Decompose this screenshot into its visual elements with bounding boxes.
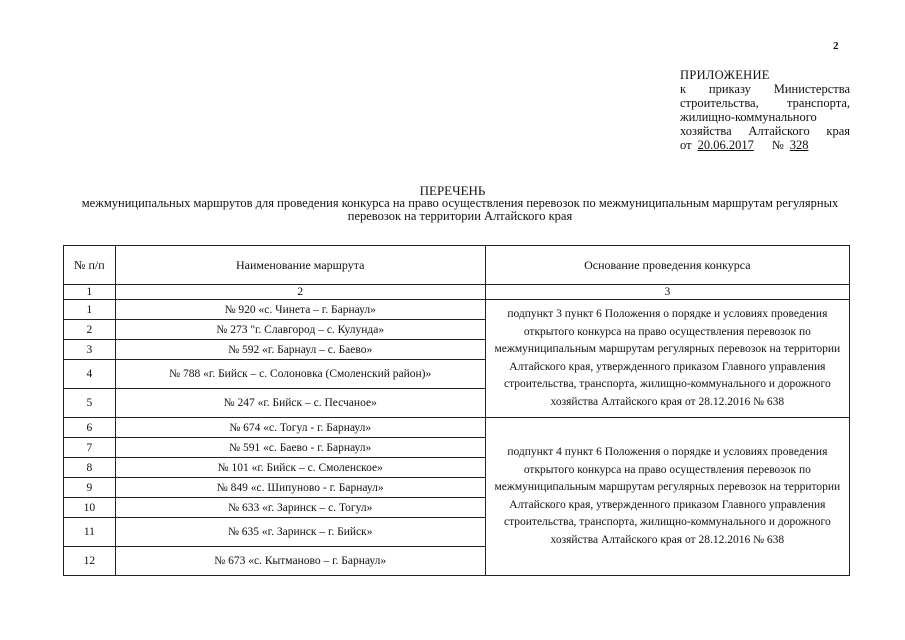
route-name: № 591 «с. Баево - г. Барнаул» — [115, 438, 485, 458]
table-header-row — [64, 246, 850, 285]
header-route-name: Наименование маршрута — [115, 246, 485, 285]
row-number: 1 — [64, 300, 116, 320]
index-cell: 2 — [115, 285, 485, 300]
row-number: 11 — [64, 518, 116, 547]
number-prefix: № — [771, 138, 784, 152]
routes-table — [63, 245, 850, 576]
row-number: 12 — [64, 547, 116, 576]
page-number: 2 — [833, 40, 839, 52]
table-row — [64, 300, 850, 320]
document-title: ПЕРЕЧЕНЬ — [419, 183, 486, 198]
appendix-line: к приказу Министерства — [680, 82, 850, 96]
route-name: № 673 «с. Кытманово – г. Барнаул» — [115, 547, 485, 576]
row-number: 4 — [64, 360, 116, 389]
index-cell: 1 — [64, 285, 116, 300]
route-name: № 633 «г. Заринск – с. Тогул» — [115, 498, 485, 518]
route-name: № 635 «г. Заринск – г. Бийск» — [115, 518, 485, 547]
row-number: 2 — [64, 320, 116, 340]
route-name: № 247 «г. Бийск – с. Песчаное» — [115, 389, 485, 418]
row-number: 10 — [64, 498, 116, 518]
appendix-block — [680, 68, 850, 152]
route-name: № 849 «с. Шипуново - г. Барнаул» — [115, 478, 485, 498]
row-number: 8 — [64, 458, 116, 478]
appendix-line: жилищно-коммунального — [680, 110, 817, 124]
row-number: 3 — [64, 340, 116, 360]
header-basis: Основание проведения конкурса — [485, 246, 849, 285]
route-name: № 592 «г. Барнаул – с. Баево» — [115, 340, 485, 360]
basis-cell-1: подпункт 3 пункт 6 Положения о порядке и условиях проведения открытого конкурса на право осуществления перевозок по межмуниципальным маршрутам регулярных перевозок на территории Алтайского края, утвержденного приказом Главного управления строительства, транспорта, жилищно-коммунального и дорожного хозяйства Алтайского края от 28.12.2016 № 638 — [485, 300, 849, 418]
basis-cell-2: подпункт 4 пункт 6 Положения о порядке и условиях проведения открытого конкурса на право осуществления перевозок по межмуниципальным маршрутам регулярных перевозок на территории Алтайского края, утвержденного приказом Главного управления строительства, транспорта, жилищно-коммунального и дорожного хозяйства Алтайского края от 28.12.2016 № 638 — [485, 418, 849, 576]
table-index-row — [64, 285, 850, 300]
route-name: № 920 «с. Чинета – г. Барнаул» — [115, 300, 485, 320]
document-subtitle: межмуниципальных маршрутов для проведения конкурса на право осуществления перевозок по межмуниципальным маршрутам регулярных перевозок на территории Алтайского края — [81, 196, 839, 223]
route-name: № 674 «с. Тогул - г. Барнаул» — [115, 418, 485, 438]
appendix-title: ПРИЛОЖЕНИЕ — [680, 68, 770, 82]
row-number: 7 — [64, 438, 116, 458]
appendix-date-line — [680, 138, 850, 152]
order-number: 328 — [789, 138, 809, 152]
appendix-line: хозяйства Алтайского края — [680, 124, 850, 138]
route-name: № 273 "г. Славгород – с. Кулунда» — [115, 320, 485, 340]
appendix-line: строительства, транспорта, — [680, 96, 850, 110]
header-number: № п/п — [64, 246, 116, 285]
table-row — [64, 418, 850, 438]
date-prefix: от — [680, 138, 692, 152]
row-number: 9 — [64, 478, 116, 498]
order-date: 20.06.2017 — [697, 138, 754, 152]
route-name: № 101 «г. Бийск – с. Смоленское» — [115, 458, 485, 478]
row-number: 6 — [64, 418, 116, 438]
route-name: № 788 «г. Бийск – с. Солоновка (Смоленский район)» — [115, 360, 485, 389]
row-number: 5 — [64, 389, 116, 418]
index-cell: 3 — [485, 285, 849, 300]
